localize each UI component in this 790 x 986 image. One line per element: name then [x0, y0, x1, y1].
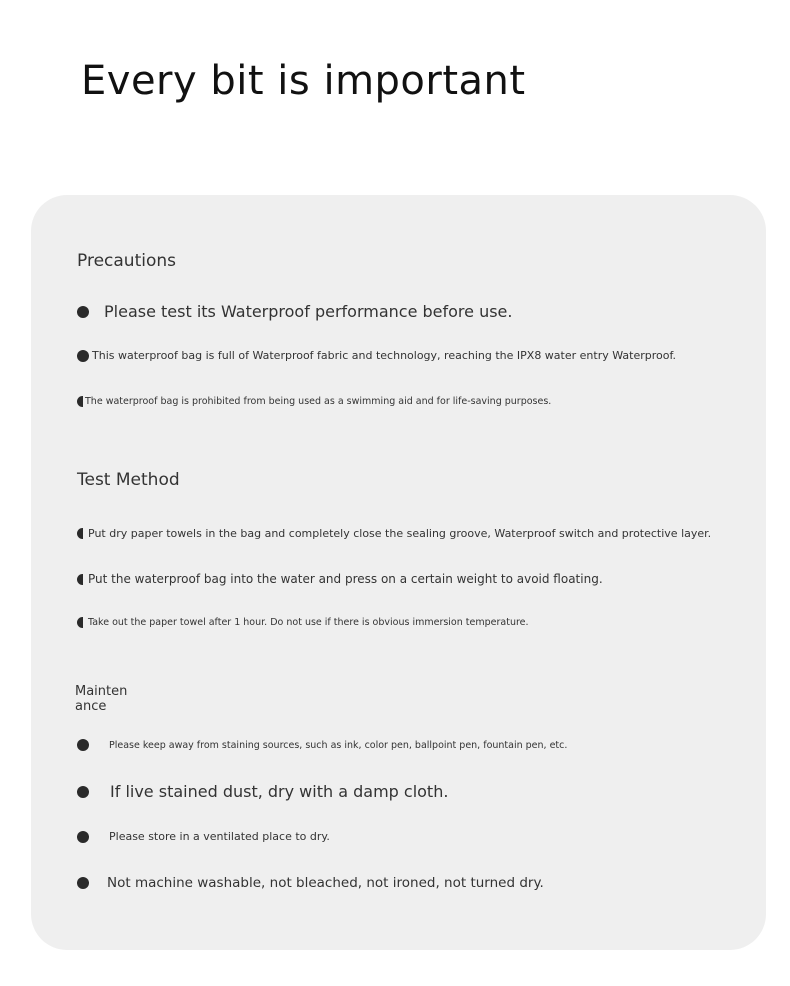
- bullet-icon: [77, 350, 89, 362]
- maintenance-item-text: Not machine washable, not bleached, not ironed, not turned dry.: [107, 875, 544, 891]
- precautions-item-text: Please test its Waterproof performance before use.: [104, 302, 513, 321]
- test-method-item: [77, 527, 711, 540]
- test-method-item: [77, 572, 603, 586]
- bullet-icon: [77, 528, 83, 539]
- bullet-icon: [77, 739, 89, 751]
- page-headline: Every bit is important: [81, 58, 526, 104]
- bullet-icon: [77, 574, 83, 585]
- test-method-item-text: Take out the paper towel after 1 hour. Do not use if there is obvious immersion temperature.: [88, 617, 529, 628]
- bullet-icon: [77, 396, 83, 407]
- bullet-icon: [77, 306, 89, 318]
- maintenance-item: [77, 875, 544, 891]
- precautions-title: Precautions: [77, 251, 176, 271]
- maintenance-item: [77, 739, 567, 751]
- bullet-icon: [77, 831, 89, 843]
- test-method-item-text: Put dry paper towels in the bag and completely close the sealing groove, Waterproof switch and protective layer.: [88, 527, 712, 540]
- bullet-icon: [77, 617, 83, 628]
- maintenance-item-text: If live stained dust, dry with a damp cloth.: [110, 782, 449, 801]
- test-method-item-text: Put the waterproof bag into the water and press on a certain weight to avoid floating.: [88, 572, 603, 586]
- maintenance-title: Mainten ance: [75, 684, 128, 714]
- test-method-item: [77, 617, 529, 628]
- precautions-item-text: The waterproof bag is prohibited from being used as a swimming aid and for life-saving purposes.: [85, 396, 552, 407]
- bullet-icon: [77, 786, 89, 798]
- precautions-item: [77, 302, 512, 321]
- maintenance-item: [77, 830, 330, 843]
- bullet-icon: [77, 877, 89, 889]
- precautions-item-text: This waterproof bag is full of Waterproof fabric and technology, reaching the IPX8 water entry Waterproof.: [92, 349, 677, 362]
- test-method-title: Test Method: [77, 470, 180, 490]
- precautions-item: [77, 349, 676, 362]
- care-instructions-card: [31, 195, 766, 950]
- maintenance-item-text: Please store in a ventilated place to dry.: [109, 830, 330, 843]
- maintenance-item-text: Please keep away from staining sources, such as ink, color pen, ballpoint pen, fountain pen, etc.: [109, 739, 568, 751]
- precautions-item: [77, 396, 551, 407]
- maintenance-item: [77, 782, 448, 801]
